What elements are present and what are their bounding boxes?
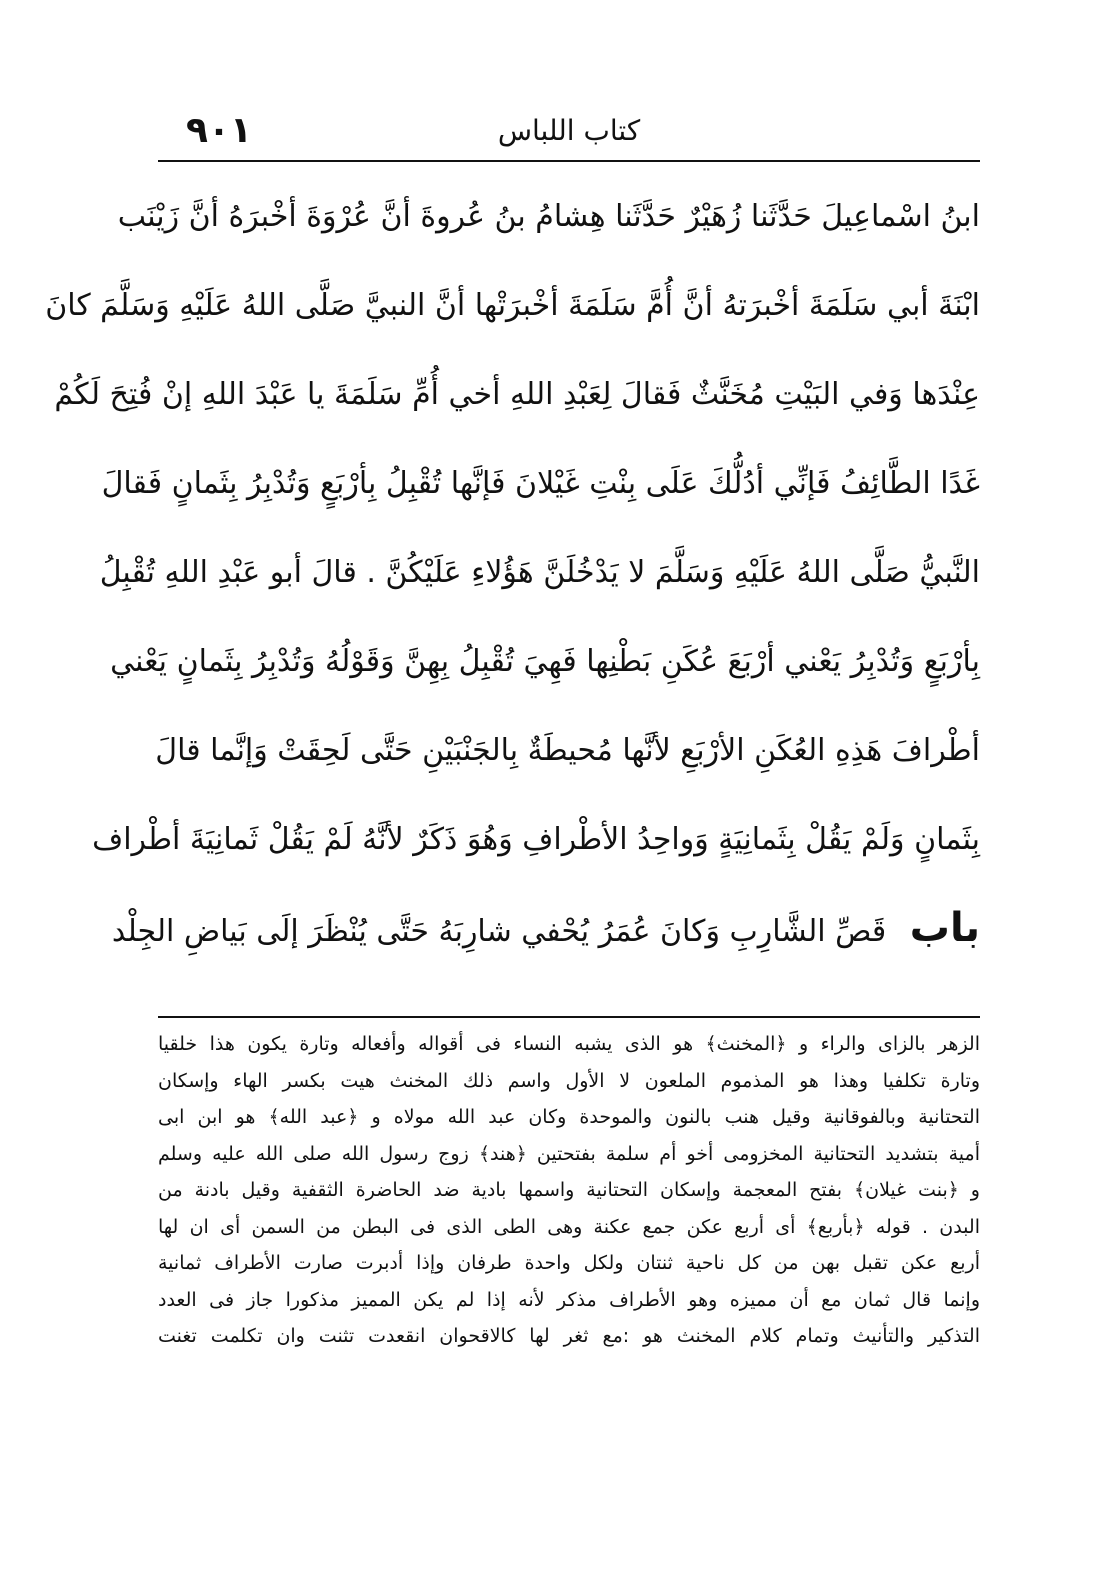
footnote-divider [158, 1016, 980, 1018]
text-line: ابنُ اسْماعِيلَ حَدَّثَنا زُهَيْرٌ حَدَّثَنا هِشامُ بنُ عُروةَ أنَّ عُرْوَةَ أخْبرَهُ أنَّ زَيْنَب [117, 199, 980, 234]
footnote-line: وإنما قال ثمان مع أن مميزه وهو الأطراف مذكر لأنه إذا لم يكن المميز مذكورا جاز فى العدد [158, 1288, 980, 1311]
text-line: عِنْدَها وَفي البَيْتِ مُخَنَّثٌ فَقالَ لِعَبْدِ اللهِ أخي أُمِّ سَلَمَةَ يا عَبْدَ اللهِ إنْ فُتِحَ لَكُمْ [54, 377, 980, 412]
main-text [45, 172, 980, 973]
chapter-heading-text: قَصِّ الشَّارِبِ وَكانَ عُمَرُ يُحْفي شارِبَهُ حَتَّى يُنْظَرَ إلَى بَياضِ الجِلْد [111, 914, 887, 949]
footnote-line: أمية بتشديد التحتانية المخزومى أخو أم سلمة بفتحتين ﴿هند﴾ زوج رسول الله صلى الله عليه وسلم [158, 1142, 980, 1165]
text-line: بِأرْبَعٍ وَتُدْبِرُ يَعْني أرْبَعَ عُكَنِ بَطْنِها فَهِيَ تُقْبِلُ بِهِنَّ وَقَوْلُهُ وَتُدْبِرُ بِثَمانٍ يَعْني [110, 644, 980, 679]
footnote-line: البدن . قوله ﴿بأربع﴾ أى أربع عكن جمع عكنة وهى الطى الذى فى البطن من السمن أى ان لها [158, 1215, 980, 1238]
text-line: النَّبيُّ صَلَّى اللهُ عَلَيْهِ وَسَلَّمَ لا يَدْخُلَنَّ هَؤُلاءِ عَلَيْكُنَّ . قالَ أبو عَبْدِ اللهِ تُقْبِلُ [99, 555, 980, 590]
footnote-line: التحتانية وبالفوقانية وقيل هنب بالنون والموحدة وكان عبد الله مولاه و ﴿عبد الله﴾ هو ابن ابى [158, 1106, 980, 1128]
footnotes [158, 1026, 980, 1355]
chapter-heading-line [111, 884, 980, 973]
text-line: أطْرافَ هَذِهِ العُكَنِ الأرْبَعِ لأنَّها مُحيطَةٌ بِالجَنْبَيْنِ حَتَّى لَحِقَتْ وَإنَّما قالَ [155, 733, 980, 768]
page-number: ١٠٩ [186, 110, 252, 151]
text-line: بِثَمانٍ وَلَمْ يَقُلْ بِثَمانِيَةٍ وَواحِدُ الأطْرافِ وَهُوَ ذَكَرٌ لأنَّهُ لَمْ يَقُلْ ثَمانِيَةَ أطْراف [92, 822, 980, 857]
footnote-line: وتارة تكلفيا وهذا هو المذموم الملعون لا الأول واسم ذلك المخنث هيت بكسر الهاء وإسكان [158, 1069, 980, 1092]
text-line: غَدًا الطَّائِفُ فَإنِّي أدُلُّكَ عَلَى بِنْتِ غَيْلانَ فَإنَّها تُقْبِلُ بِأرْبَعٍ وَتُدْبِرُ بِثَمانٍ فَقالَ [101, 466, 980, 501]
footnote-line: التذكير والتأنيث وتمام كلام المخنث هو :مع ثغر لها كالاقحوان انقعدت تثنت وان تكلمت تغنت [158, 1325, 980, 1347]
chapter-label: باب [909, 905, 980, 951]
page-header [158, 108, 980, 158]
header-divider [158, 160, 980, 162]
footnote-line: الزهر بالزاى والراء و ﴿المخنث﴾ هو الذى يشبه النساء فى أقواله وأفعاله وتارة يكون هذا خلقيا [158, 1033, 980, 1055]
footnote-line: أربع عكن تقبل بهن من كل ناحية ثنتان ولكل واحدة طرفان وإذا أدبرت صارت الأطراف ثمانية [158, 1252, 980, 1274]
footnote-line: و ﴿بنت غيلان﴾ بفتح المعجمة وإسكان التحتانية واسمها بادية ضد الحاضرة الثقفية وقيل بادنة من [158, 1179, 980, 1201]
running-title: كتاب اللباس [497, 114, 641, 147]
text-line: ابْنَةَ أبي سَلَمَةَ أخْبرَتهُ أنَّ أُمَّ سَلَمَةَ أخْبرَتْها أنَّ النبيَّ صَلَّى اللهُ عَلَيْهِ وَسَلَّمَ كانَ [45, 288, 980, 323]
